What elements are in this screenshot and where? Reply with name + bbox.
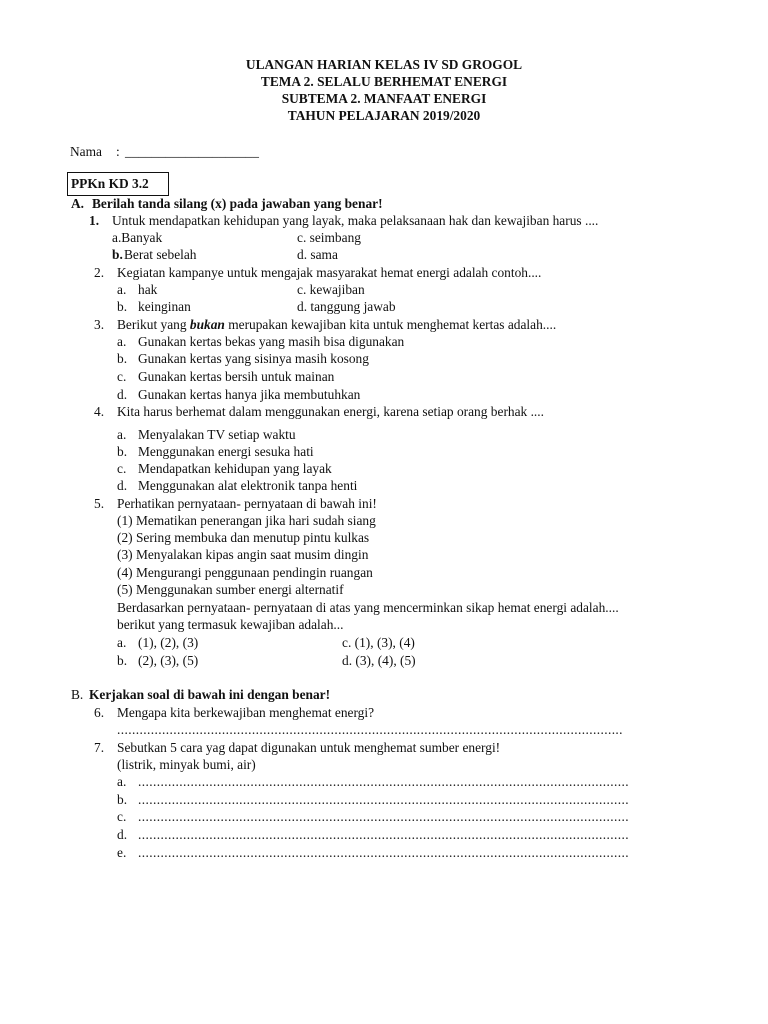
q2-option-a-letter: a. — [117, 282, 127, 297]
q2-option-a[interactable]: hak — [138, 282, 158, 297]
q2-option-b-letter: b. — [117, 299, 128, 314]
q7-answer-letter: e. — [117, 845, 127, 860]
q6-answer-line[interactable]: ....................................................................................................................................... — [117, 722, 623, 737]
q3-option[interactable]: Gunakan kertas bekas yang masih bisa digunakan — [138, 334, 405, 349]
q5-option-a-letter: a. — [117, 635, 127, 650]
q5-question-line1: Berdasarkan pernyataan- pernyataan di atas yang mencerminkan sikap hemat energi adalah.... — [117, 600, 619, 615]
name-blank[interactable]: ____________________ — [125, 144, 259, 159]
q2-option-d[interactable]: d. tanggung jawab — [297, 299, 396, 314]
q5-option-b[interactable]: (2), (3), (5) — [138, 653, 199, 668]
q5-statement: (4) Mengurangi penggunaan pendingin ruangan — [117, 565, 373, 580]
q7-number: 7. — [94, 740, 105, 755]
q5-option-b-letter: b. — [117, 653, 128, 668]
q3-text — [117, 316, 556, 333]
q4-option-letter: a. — [117, 427, 127, 442]
section-a-title: Berilah tanda silang (x) pada jawaban yang benar! — [92, 196, 383, 211]
subject-label: PPKn KD 3.2 — [71, 176, 149, 191]
q2-option-c[interactable]: c. kewajiban — [297, 282, 365, 297]
q3-option[interactable]: Gunakan kertas bersih untuk mainan — [138, 369, 335, 384]
q7-answer-letter: a. — [117, 774, 127, 789]
q7-answer-line[interactable]: ................................................................................................................................... — [138, 827, 629, 842]
q3-option-letter: b. — [117, 351, 128, 366]
q4-number: 4. — [94, 404, 105, 419]
header-school-year: TAHUN PELAJARAN 2019/2020 — [287, 108, 481, 123]
q5-option-a[interactable]: (1), (2), (3) — [138, 635, 199, 650]
q1-number: 1. — [89, 213, 100, 228]
q7-text: Sebutkan 5 cara yag dapat digunakan untuk menghemat sumber energi! — [117, 740, 501, 755]
q1-option-d[interactable]: d. sama — [297, 247, 338, 262]
q3-option-letter: d. — [117, 387, 128, 402]
q1-option-b[interactable]: Berat sebelah — [124, 247, 197, 262]
header-theme: TEMA 2. SELALU BERHEMAT ENERGI — [260, 74, 508, 89]
q2-text: Kegiatan kampanye untuk mengajak masyarakat hemat energi adalah contoh.... — [117, 265, 542, 280]
section-b-letter: B. — [71, 687, 84, 702]
q6-number: 6. — [94, 705, 105, 720]
q3-text-pre: Berikut yang — [117, 317, 190, 332]
q4-text: Kita harus berhemat dalam menggunakan energi, karena setiap orang berhak .... — [117, 404, 544, 419]
q5-option-d[interactable]: d. (3), (4), (5) — [342, 653, 416, 668]
q7-hint: (listrik, minyak bumi, air) — [117, 757, 256, 772]
q4-option-letter: d. — [117, 478, 128, 493]
q5-number: 5. — [94, 496, 105, 511]
q3-option[interactable]: Gunakan kertas yang sisinya masih kosong — [138, 351, 369, 366]
section-b-title: Kerjakan soal di bawah ini dengan benar! — [89, 687, 331, 702]
q3-option[interactable]: Gunakan kertas hanya jika membutuhkan — [138, 387, 361, 402]
q7-answer-line[interactable]: ................................................................................................................................... — [138, 809, 629, 824]
q5-statement: (1) Mematikan penerangan jika hari sudah siang — [117, 513, 376, 528]
section-a-letter: A. — [71, 196, 85, 211]
q5-question-line2: berikut yang termasuk kewajiban adalah... — [117, 617, 344, 632]
q5-text: Perhatikan pernyataan- pernyataan di bawah ini! — [117, 496, 377, 511]
header-subtheme: SUBTEMA 2. MANFAAT ENERGI — [281, 91, 487, 106]
q1-option-a[interactable]: a.Banyak — [112, 230, 163, 245]
q3-option-letter: a. — [117, 334, 127, 349]
q4-option[interactable]: Menyalakan TV setiap waktu — [138, 427, 296, 442]
name-label: Nama — [70, 144, 102, 159]
q6-text: Mengapa kita berkewajiban menghemat energi? — [117, 705, 375, 720]
q5-option-c[interactable]: c. (1), (3), (4) — [342, 635, 415, 650]
q5-statement: (5) Menggunakan sumber energi alternatif — [117, 582, 344, 597]
q3-option-letter: c. — [117, 369, 127, 384]
q1-option-c[interactable]: c. seimbang — [297, 230, 361, 245]
q7-answer-line[interactable]: ................................................................................................................................... — [138, 774, 629, 789]
q7-answer-line[interactable]: ................................................................................................................................... — [138, 792, 629, 807]
q1-option-b-letter: b. — [112, 247, 123, 262]
q5-statement: (3) Menyalakan kipas angin saat musim dingin — [117, 547, 369, 562]
q5-statement: (2) Sering membuka dan menutup pintu kulkas — [117, 530, 370, 545]
q4-option[interactable]: Mendapatkan kehidupan yang layak — [138, 461, 332, 476]
q7-answer-line[interactable]: ................................................................................................................................... — [138, 845, 629, 860]
q7-answer-letter: b. — [117, 792, 128, 807]
q3-text-emphasis: bukan — [189, 317, 225, 332]
q3-number: 3. — [94, 317, 105, 332]
q1-text: Untuk mendapatkan kehidupan yang layak, maka pelaksanaan hak dan kewajiban harus .... — [112, 213, 599, 228]
q3-text-post: merupakan kewajiban kita untuk menghemat kertas adalah.... — [224, 317, 557, 332]
header-school-title: ULANGAN HARIAN KELAS IV SD GROGOL — [245, 57, 523, 72]
q2-option-b[interactable]: keinginan — [138, 299, 191, 314]
q2-number: 2. — [94, 265, 105, 280]
q4-option[interactable]: Menggunakan alat elektronik tanpa henti — [138, 478, 358, 493]
q4-option-letter: c. — [117, 461, 127, 476]
q4-option-letter: b. — [117, 444, 128, 459]
q7-answer-letter: d. — [117, 827, 128, 842]
name-colon: : — [116, 144, 120, 159]
q4-option[interactable]: Menggunakan energi sesuka hati — [138, 444, 314, 459]
q7-answer-letter: c. — [117, 809, 127, 824]
